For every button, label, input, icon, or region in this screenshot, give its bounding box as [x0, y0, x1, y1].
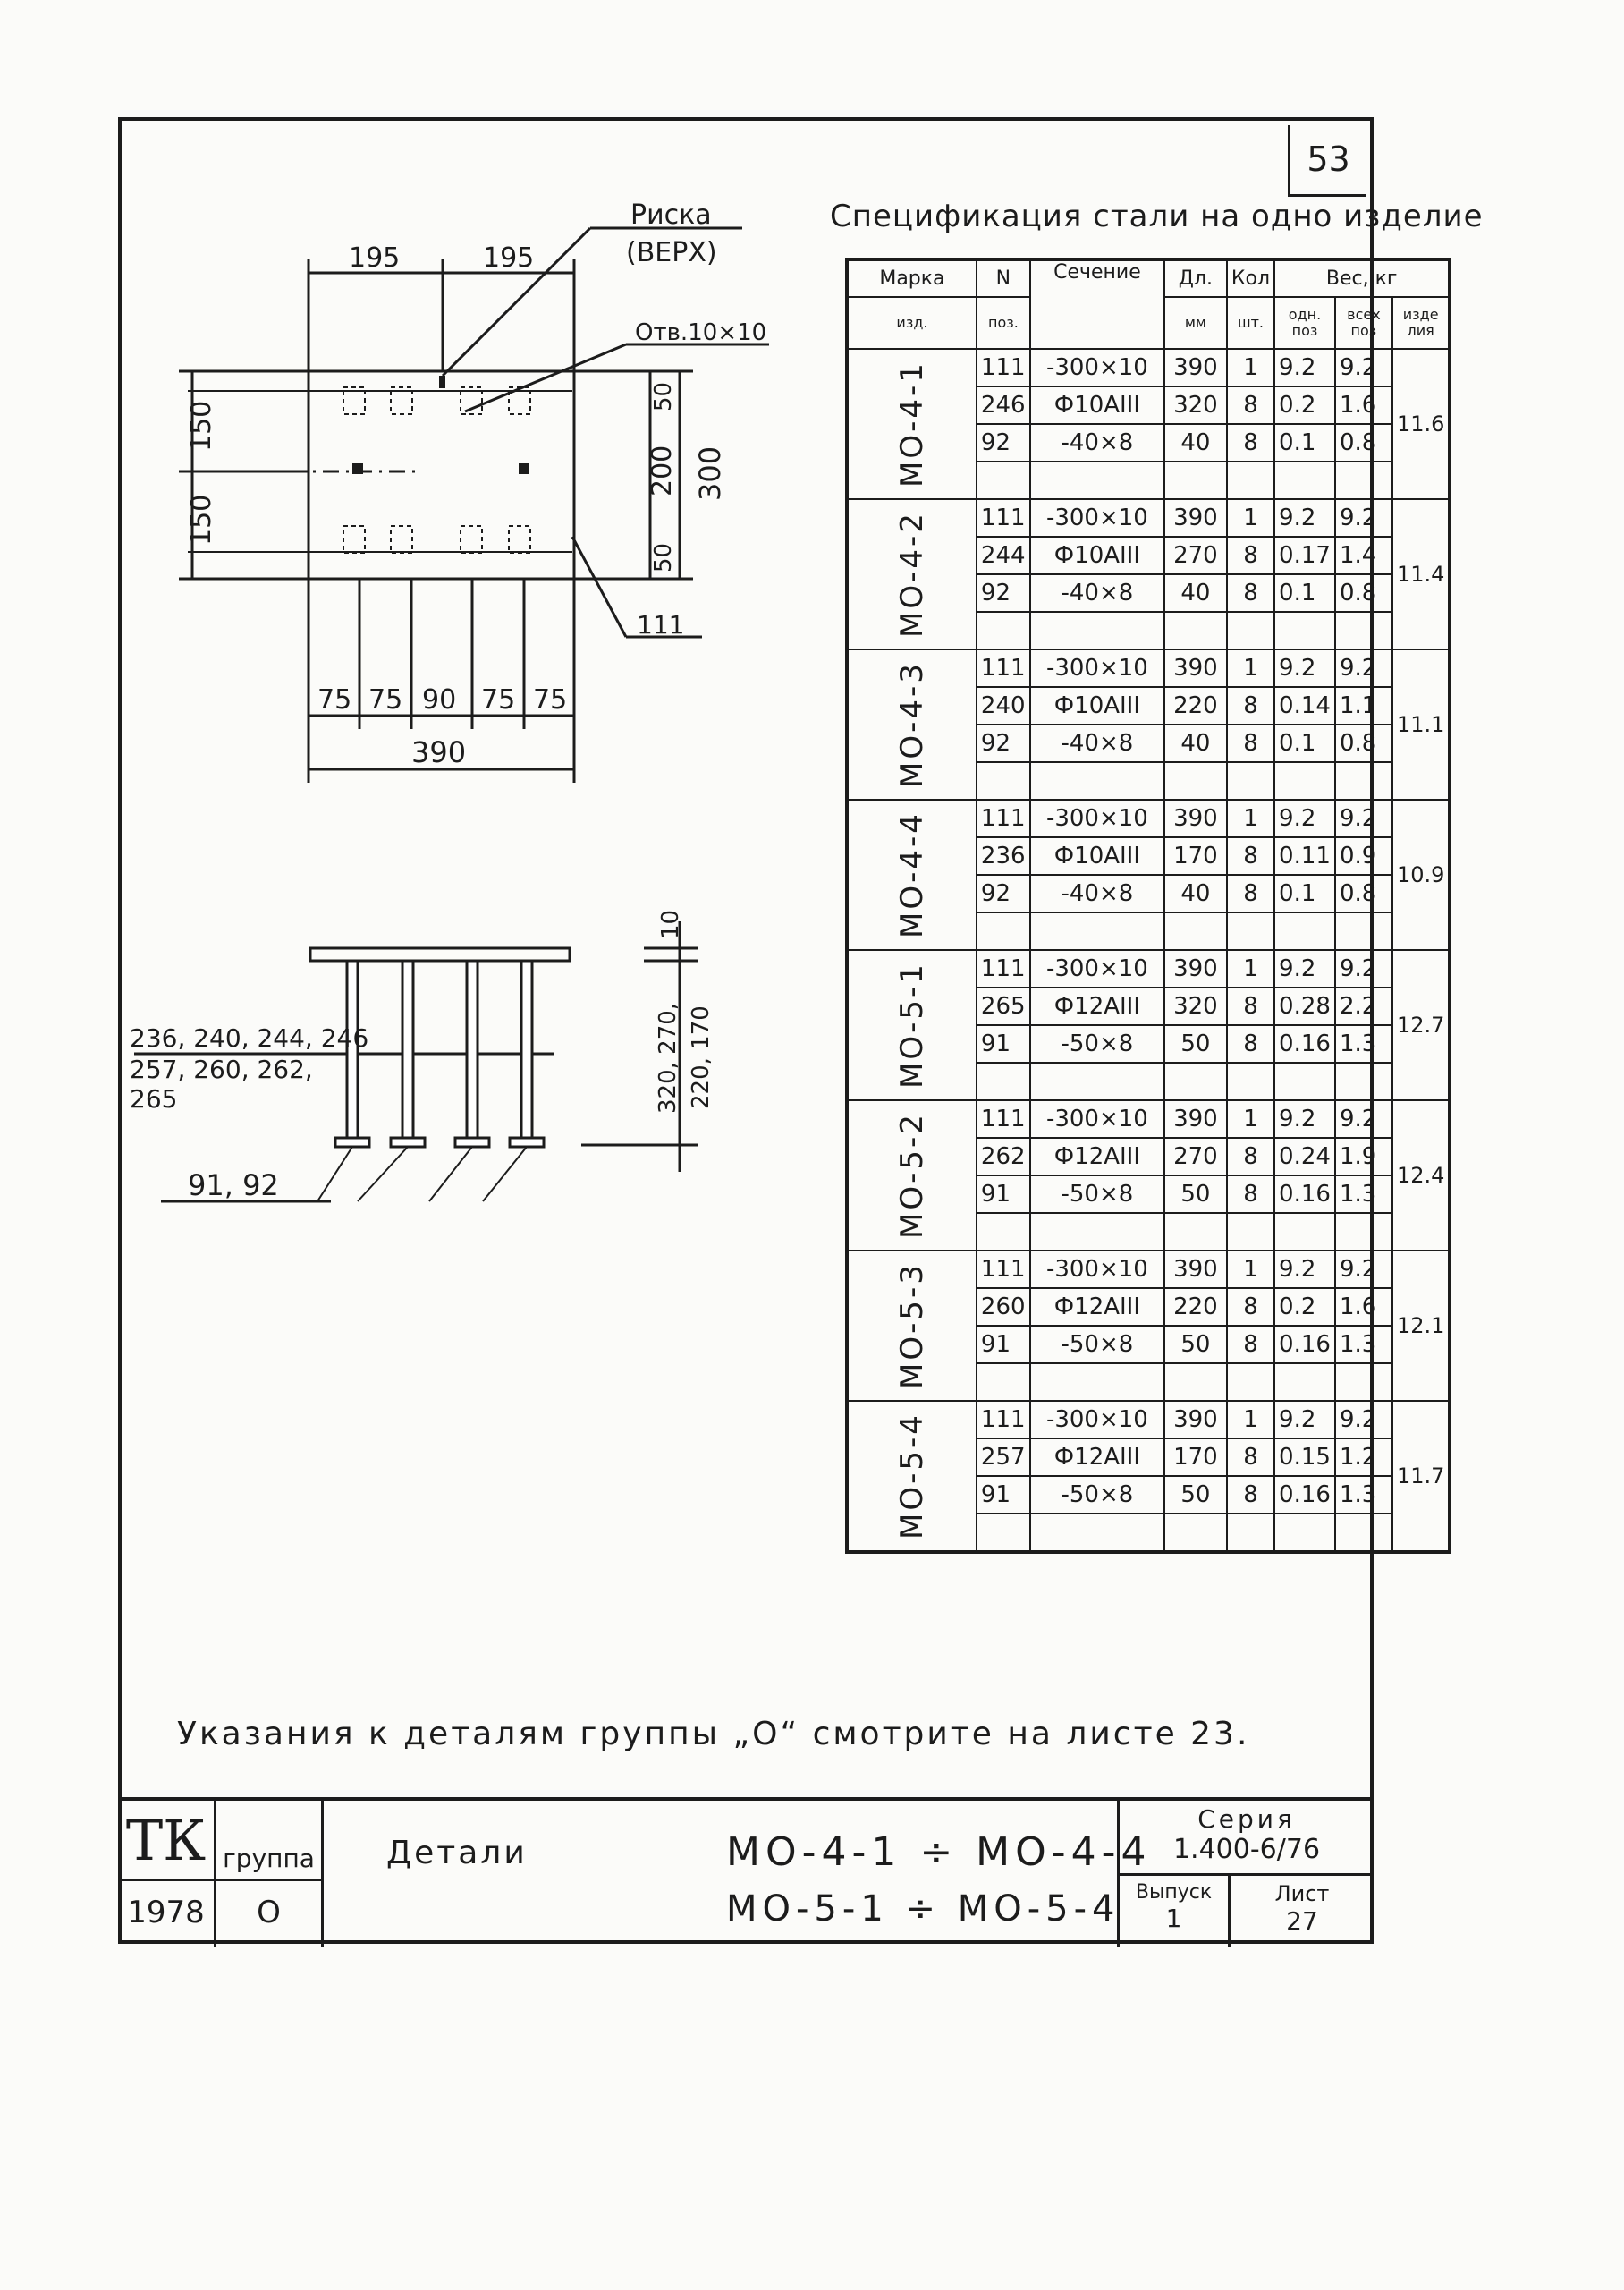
cell-empty: [1227, 1213, 1274, 1251]
cell-section: Ф12АIII: [1030, 1288, 1164, 1326]
cell-section: -300×10: [1030, 1401, 1164, 1438]
risk-sub: (ВЕРХ): [626, 237, 717, 268]
table-row: [847, 800, 1450, 837]
cell-section: -40×8: [1030, 574, 1164, 612]
cell-qty: 1: [1227, 649, 1274, 687]
title-line-1: МО-4-1 ÷ МО-4-4: [726, 1829, 1152, 1875]
hdr-length: Дл.: [1164, 259, 1227, 297]
cell-empty: [1274, 1514, 1335, 1552]
mark-label: МО-5-4: [893, 1412, 930, 1539]
cell-w2: 1.6: [1335, 1288, 1392, 1326]
cell-w2: 1.3: [1335, 1476, 1392, 1514]
dim-overall-h: 300: [693, 445, 727, 501]
cell-qty: 8: [1227, 1438, 1274, 1476]
hdr-w-total: изде лия: [1392, 297, 1450, 349]
cell-empty: [1030, 1363, 1164, 1401]
cell-len: 170: [1164, 1438, 1227, 1476]
cell-empty: [977, 912, 1030, 950]
mark-label: МО-4-4: [893, 811, 930, 938]
cell-qty: 8: [1227, 424, 1274, 462]
cell-qty: 1: [1227, 800, 1274, 837]
cell-w1: 0.1: [1274, 725, 1335, 762]
cell-empty: [1274, 1363, 1335, 1401]
group-label: группа: [223, 1844, 315, 1873]
cell-pos: 111: [977, 1251, 1030, 1288]
cell-qty: 8: [1227, 875, 1274, 912]
cell-w1: 9.2: [1274, 800, 1335, 837]
dim-inner-mid: 200: [647, 445, 678, 496]
cell-section: -50×8: [1030, 1025, 1164, 1063]
group-value: О: [257, 1895, 281, 1930]
cell-len: 50: [1164, 1476, 1227, 1514]
cell-w2: 1.6: [1335, 386, 1392, 424]
cell-qty: 8: [1227, 574, 1274, 612]
cell-w2: 9.2: [1335, 349, 1392, 386]
cell-pos: 92: [977, 574, 1030, 612]
hdr-qty: Кол: [1227, 259, 1274, 297]
cell-qty: 8: [1227, 687, 1274, 725]
cell-qty: 8: [1227, 537, 1274, 574]
cell-empty: [1227, 912, 1274, 950]
hdr-length-2: мм: [1164, 297, 1227, 349]
series-label: Серия: [1197, 1804, 1296, 1834]
cell-len: 390: [1164, 649, 1227, 687]
issue-label: Выпуск: [1135, 1881, 1213, 1904]
cell-section: -300×10: [1030, 1251, 1164, 1288]
cell-pos: 111: [977, 349, 1030, 386]
cell-empty: [1274, 462, 1335, 499]
cell-empty: [1164, 912, 1227, 950]
cell-w2: 9.2: [1335, 1251, 1392, 1288]
cell-w2: 0.8: [1335, 875, 1392, 912]
cell-section: -50×8: [1030, 1326, 1164, 1363]
mark-label: МО-4-3: [893, 661, 930, 788]
mark-label: МО-4-1: [893, 360, 930, 488]
year: 1978: [127, 1895, 205, 1930]
mark-cell: [847, 499, 977, 649]
cell-pos: 262: [977, 1138, 1030, 1175]
cell-empty: [1030, 762, 1164, 800]
cell-w1: 0.2: [1274, 1288, 1335, 1326]
cell-section: Ф12АIII: [1030, 1138, 1164, 1175]
mark-cell: [847, 950, 977, 1100]
cell-w2: 9.2: [1335, 800, 1392, 837]
cell-w2: 1.3: [1335, 1025, 1392, 1063]
hdr-qty-2: шт.: [1227, 297, 1274, 349]
cell-empty: [1030, 462, 1164, 499]
cell-len: 270: [1164, 1138, 1227, 1175]
dim-overall-w: 390: [411, 735, 467, 769]
cell-qty: 1: [1227, 1401, 1274, 1438]
cell-w1: 0.16: [1274, 1476, 1335, 1514]
dim-bottom-2: 75: [368, 684, 403, 716]
cell-section: Ф12АIII: [1030, 1438, 1164, 1476]
cell-section: -40×8: [1030, 725, 1164, 762]
cell-total: 11.1: [1392, 649, 1450, 800]
cell-section: -300×10: [1030, 800, 1164, 837]
cell-pos: 111: [977, 649, 1030, 687]
cell-pos: 240: [977, 687, 1030, 725]
cell-len: 390: [1164, 1100, 1227, 1138]
cell-len: 170: [1164, 837, 1227, 875]
cell-w1: 0.17: [1274, 537, 1335, 574]
hdr-mark: Марка: [847, 259, 977, 297]
cell-w2: 1.4: [1335, 537, 1392, 574]
cell-empty: [1164, 1063, 1227, 1100]
plate-outline: [309, 371, 574, 579]
cell-pos: 111: [977, 800, 1030, 837]
technical-drawing: [0, 0, 823, 1270]
mark-label: МО-4-2: [893, 511, 930, 638]
cell-w1: 9.2: [1274, 1401, 1335, 1438]
cell-w2: 1.9: [1335, 1138, 1392, 1175]
cell-len: 390: [1164, 349, 1227, 386]
cell-pos: 111: [977, 1100, 1030, 1138]
cell-pos: 111: [977, 499, 1030, 537]
cell-section: -300×10: [1030, 1100, 1164, 1138]
part-label: 111: [637, 610, 685, 640]
cell-qty: 1: [1227, 349, 1274, 386]
cell-empty: [1227, 762, 1274, 800]
cell-w2: 2.2: [1335, 988, 1392, 1025]
cell-qty: 1: [1227, 499, 1274, 537]
cell-qty: 8: [1227, 1025, 1274, 1063]
cell-pos: 260: [977, 1288, 1030, 1326]
cell-section: Ф10АIII: [1030, 837, 1164, 875]
cell-empty: [1164, 612, 1227, 649]
org-code: ТК: [125, 1808, 207, 1873]
cell-empty: [1030, 912, 1164, 950]
mark-cell: [847, 649, 977, 800]
cell-empty: [977, 1213, 1030, 1251]
cell-section: -50×8: [1030, 1476, 1164, 1514]
cell-len: 220: [1164, 687, 1227, 725]
spec-table: [845, 258, 1451, 1554]
cell-len: 40: [1164, 424, 1227, 462]
cell-empty: [1335, 1363, 1392, 1401]
cell-total: 11.4: [1392, 499, 1450, 649]
mark-cell: [847, 349, 977, 499]
cell-pos: 265: [977, 988, 1030, 1025]
mark-label: МО-5-3: [893, 1262, 930, 1389]
cell-w1: 0.1: [1274, 574, 1335, 612]
cell-w2: 0.9: [1335, 837, 1392, 875]
cell-empty: [1335, 1063, 1392, 1100]
cell-w1: 0.14: [1274, 687, 1335, 725]
cell-empty: [1164, 1514, 1227, 1552]
cell-len: 40: [1164, 725, 1227, 762]
cell-section: -300×10: [1030, 950, 1164, 988]
cell-section: -50×8: [1030, 1175, 1164, 1213]
cell-empty: [1274, 912, 1335, 950]
cell-empty: [1274, 1213, 1335, 1251]
hdr-pos: N: [977, 259, 1030, 297]
cell-empty: [1030, 1514, 1164, 1552]
cell-pos: 111: [977, 950, 1030, 988]
cell-len: 50: [1164, 1175, 1227, 1213]
cell-total: 12.7: [1392, 950, 1450, 1100]
dim-top-right: 195: [483, 242, 535, 274]
cell-total: 12.4: [1392, 1100, 1450, 1251]
mark-cell: [847, 800, 977, 950]
cell-len: 320: [1164, 988, 1227, 1025]
title-line-2: МО-5-1 ÷ МО-5-4: [726, 1888, 1121, 1930]
cell-len: 50: [1164, 1025, 1227, 1063]
hdr-section: Сечение: [1030, 259, 1164, 349]
mark-cell: [847, 1401, 977, 1552]
spec-title: Спецификация стали на одно изделие: [830, 199, 1484, 234]
cell-w1: 9.2: [1274, 649, 1335, 687]
cell-pos: 91: [977, 1476, 1030, 1514]
cell-empty: [1227, 1514, 1274, 1552]
cell-section: Ф10АIII: [1030, 687, 1164, 725]
cell-w2: 9.2: [1335, 950, 1392, 988]
table-row: [847, 649, 1450, 687]
washer-pos: 91, 92: [188, 1168, 279, 1202]
hdr-w-one: одн. поз: [1274, 297, 1335, 349]
cell-empty: [1164, 762, 1227, 800]
rod-pos-3: 265: [130, 1084, 178, 1114]
cell-empty: [1335, 1213, 1392, 1251]
dim-bottom-3: 90: [422, 684, 457, 716]
cell-empty: [1030, 1213, 1164, 1251]
cell-w1: 0.11: [1274, 837, 1335, 875]
cell-pos: 92: [977, 875, 1030, 912]
rod-pos-1: 236, 240, 244, 246: [130, 1023, 369, 1053]
cell-w1: 0.16: [1274, 1025, 1335, 1063]
cell-pos: 92: [977, 424, 1030, 462]
cell-qty: 8: [1227, 988, 1274, 1025]
dim-bottom-5: 75: [533, 684, 568, 716]
dim-inner-bottom: 50: [650, 542, 677, 572]
cell-w2: 1.1: [1335, 687, 1392, 725]
cell-pos: 91: [977, 1175, 1030, 1213]
note-text: Указания к деталям группы „О“ смотрите на листе 23.: [177, 1716, 1250, 1752]
cell-qty: 8: [1227, 1476, 1274, 1514]
cell-len: 270: [1164, 537, 1227, 574]
dim-left-top: 150: [186, 400, 217, 452]
cell-total: 12.1: [1392, 1251, 1450, 1401]
cell-len: 320: [1164, 386, 1227, 424]
cell-len: 390: [1164, 499, 1227, 537]
mark-label: МО-5-1: [893, 962, 930, 1089]
cell-len: 390: [1164, 1401, 1227, 1438]
cell-empty: [1335, 762, 1392, 800]
sheet-label: Лист: [1274, 1881, 1330, 1906]
cell-w2: 0.8: [1335, 424, 1392, 462]
series-value: 1.400-6/76: [1172, 1834, 1321, 1865]
cell-empty: [1164, 462, 1227, 499]
cell-empty: [1274, 1063, 1335, 1100]
cell-empty: [977, 612, 1030, 649]
cell-w1: 9.2: [1274, 1251, 1335, 1288]
cell-empty: [1030, 1063, 1164, 1100]
cell-qty: 8: [1227, 1138, 1274, 1175]
cell-pos: 244: [977, 537, 1030, 574]
cell-w2: 1.3: [1335, 1326, 1392, 1363]
cell-qty: 8: [1227, 725, 1274, 762]
cell-empty: [1335, 462, 1392, 499]
title-word: Детали: [386, 1835, 528, 1871]
cell-pos: 91: [977, 1025, 1030, 1063]
cell-pos: 91: [977, 1326, 1030, 1363]
cell-empty: [1164, 1363, 1227, 1401]
mark-label: МО-5-2: [893, 1112, 930, 1239]
cell-section: -40×8: [1030, 875, 1164, 912]
cell-qty: 1: [1227, 1100, 1274, 1138]
side-lengths-1: 320, 270,: [655, 1002, 681, 1114]
cell-total: 10.9: [1392, 800, 1450, 950]
cell-empty: [1164, 1213, 1227, 1251]
cell-w1: 0.28: [1274, 988, 1335, 1025]
cell-len: 390: [1164, 950, 1227, 988]
cell-w2: 0.8: [1335, 574, 1392, 612]
table-row: [847, 1100, 1450, 1138]
cell-empty: [977, 762, 1030, 800]
cell-w2: 0.8: [1335, 725, 1392, 762]
table-row: [847, 1251, 1450, 1288]
cell-qty: 1: [1227, 950, 1274, 988]
cell-qty: 8: [1227, 1175, 1274, 1213]
cell-total: 11.7: [1392, 1401, 1450, 1552]
cell-section: -300×10: [1030, 649, 1164, 687]
table-row: [847, 349, 1450, 386]
cell-empty: [1030, 612, 1164, 649]
title-block: [118, 1797, 1374, 1944]
issue-value: 1: [1165, 1904, 1182, 1933]
mark-cell: [847, 1100, 977, 1251]
cell-w1: 0.1: [1274, 875, 1335, 912]
dim-bottom-4: 75: [481, 684, 516, 716]
cell-empty: [1335, 612, 1392, 649]
cell-len: 390: [1164, 1251, 1227, 1288]
cell-w1: 0.24: [1274, 1138, 1335, 1175]
dim-left-bottom: 150: [186, 494, 217, 546]
dim-top-left: 195: [349, 242, 401, 274]
cell-pos: 92: [977, 725, 1030, 762]
cell-empty: [977, 1363, 1030, 1401]
cell-pos: 257: [977, 1438, 1030, 1476]
cell-pos: 246: [977, 386, 1030, 424]
cell-empty: [1274, 762, 1335, 800]
cell-w1: 9.2: [1274, 1100, 1335, 1138]
cell-section: Ф10АIII: [1030, 537, 1164, 574]
plate-side: [310, 948, 570, 961]
rod-pos-2: 257, 260, 262,: [130, 1055, 313, 1084]
cell-empty: [1227, 462, 1274, 499]
cell-w2: 9.2: [1335, 1100, 1392, 1138]
cell-pos: 111: [977, 1401, 1030, 1438]
table-row: [847, 1401, 1450, 1438]
cell-w1: 0.1: [1274, 424, 1335, 462]
cell-len: 40: [1164, 875, 1227, 912]
cell-pos: 236: [977, 837, 1030, 875]
cell-qty: 8: [1227, 837, 1274, 875]
cell-empty: [977, 462, 1030, 499]
cell-w2: 9.2: [1335, 1401, 1392, 1438]
table-row: [847, 499, 1450, 537]
cell-w2: 9.2: [1335, 499, 1392, 537]
cell-empty: [1335, 912, 1392, 950]
cell-w1: 9.2: [1274, 499, 1335, 537]
cell-w1: 0.16: [1274, 1175, 1335, 1213]
cell-w2: 9.2: [1335, 649, 1392, 687]
cell-empty: [977, 1063, 1030, 1100]
risk-label: Риска: [630, 199, 712, 231]
cell-section: -40×8: [1030, 424, 1164, 462]
hdr-w-all: всех поз: [1335, 297, 1392, 349]
cell-empty: [1335, 1514, 1392, 1552]
cell-len: 40: [1164, 574, 1227, 612]
cell-w2: 1.3: [1335, 1175, 1392, 1213]
cell-empty: [1227, 1363, 1274, 1401]
hole-label: Отв.10×10: [635, 319, 767, 346]
cell-qty: 8: [1227, 386, 1274, 424]
cell-w2: 1.2: [1335, 1438, 1392, 1476]
cell-qty: 8: [1227, 1288, 1274, 1326]
cell-empty: [1227, 1063, 1274, 1100]
cell-w1: 0.16: [1274, 1326, 1335, 1363]
cell-len: 50: [1164, 1326, 1227, 1363]
dim-inner-top: 50: [650, 381, 677, 411]
cell-qty: 1: [1227, 1251, 1274, 1288]
cell-w1: 9.2: [1274, 950, 1335, 988]
cell-section: -300×10: [1030, 499, 1164, 537]
hdr-pos-2: поз.: [977, 297, 1030, 349]
table-row: [847, 950, 1450, 988]
cell-w1: 0.2: [1274, 386, 1335, 424]
cell-section: -300×10: [1030, 349, 1164, 386]
page-number: 53: [1288, 125, 1366, 197]
cell-empty: [1227, 612, 1274, 649]
cell-w1: 9.2: [1274, 349, 1335, 386]
mark-cell: [847, 1251, 977, 1401]
cell-empty: [1274, 612, 1335, 649]
cell-len: 390: [1164, 800, 1227, 837]
hdr-weight: Вес, кг: [1274, 259, 1450, 297]
side-lengths-2: 220, 170: [688, 1005, 715, 1109]
cell-section: Ф10АIII: [1030, 386, 1164, 424]
side-thickness: 10: [657, 909, 684, 939]
cell-w1: 0.15: [1274, 1438, 1335, 1476]
sheet-value: 27: [1286, 1906, 1318, 1936]
dim-bottom-1: 75: [317, 684, 352, 716]
cell-empty: [977, 1514, 1030, 1552]
hdr-mark-2: изд.: [847, 297, 977, 349]
cell-len: 220: [1164, 1288, 1227, 1326]
cell-qty: 8: [1227, 1326, 1274, 1363]
cell-total: 11.6: [1392, 349, 1450, 499]
cell-section: Ф12АIII: [1030, 988, 1164, 1025]
